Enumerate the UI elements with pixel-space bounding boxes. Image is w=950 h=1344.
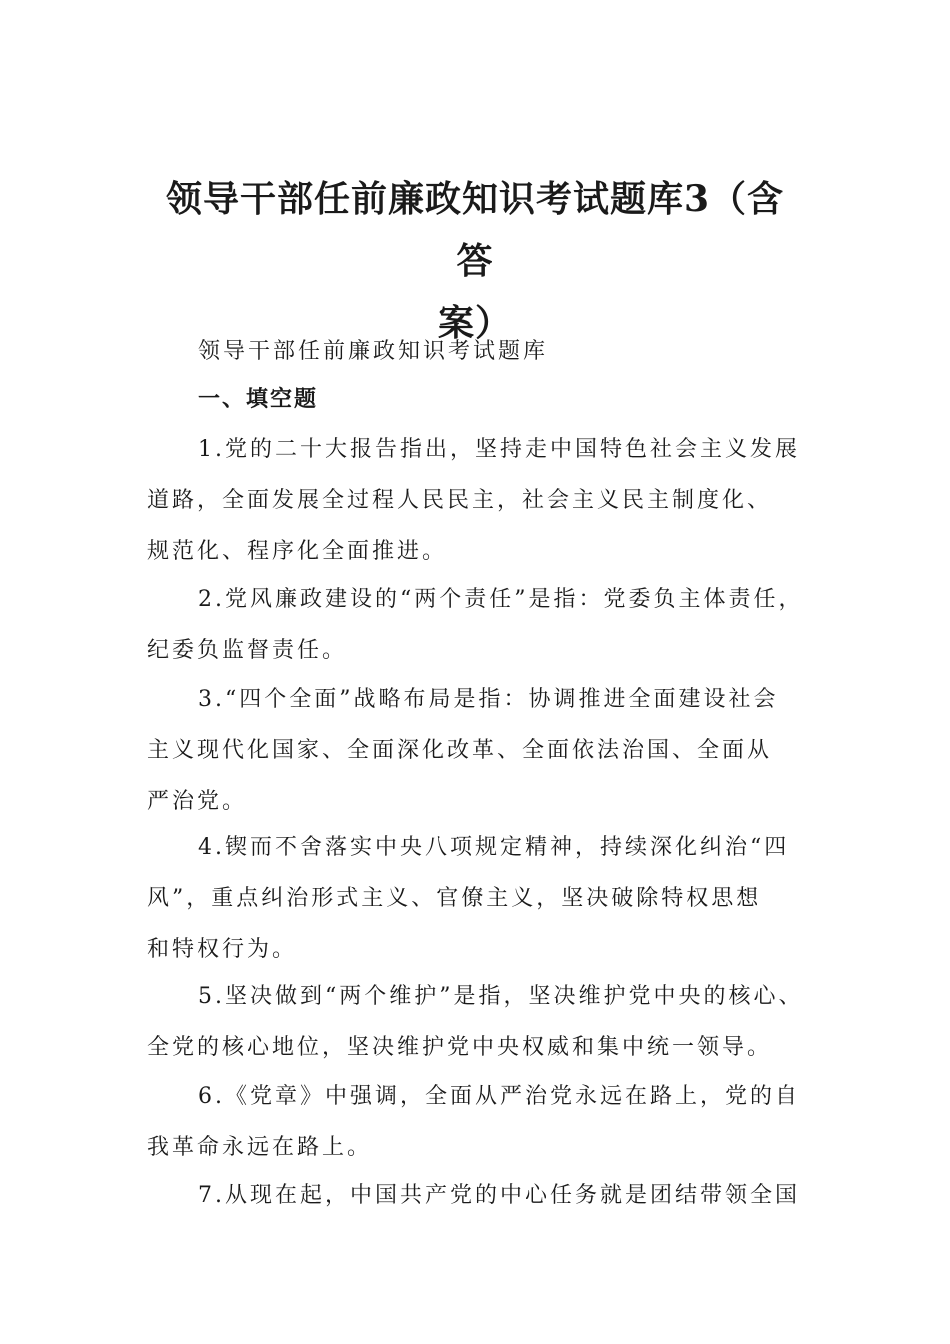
question-3 (147, 674, 807, 827)
document-title (150, 168, 800, 354)
question-line: 全党的核心地位，坚决维护党中央权威和集中统一领导。 (147, 1035, 773, 1060)
question-line: 4.锲而不舍落实中央八项规定精神，持续深化纠治“四 (198, 835, 790, 860)
question-line: 2.党风廉政建设的“两个责任”是指：党委负主体责任， (198, 587, 804, 612)
question-line: 严治党。 (147, 789, 248, 814)
question-line: 纪委负监督责任。 (147, 638, 348, 663)
question-line: 3.“四个全面”战略布局是指：协调推进全面建设社会 (198, 687, 779, 712)
title-line-1: 领导干部任前廉政知识考试题库3（含答 (165, 178, 785, 282)
section-heading: 一、填空题 (198, 386, 319, 412)
question-line: 道路，全面发展全过程人民民主，社会主义民主制度化、 (147, 488, 773, 513)
question-line: 规范化、程序化全面推进。 (147, 539, 448, 564)
question-7 (147, 1170, 807, 1221)
question-line: 7.从现在起，中国共产党的中心任务就是团结带领全国 (198, 1183, 800, 1208)
question-2 (147, 574, 807, 676)
question-line: 主义现代化国家、全面深化改革、全面依法治国、全面从 (147, 738, 773, 763)
title-line-2: 案） (437, 302, 512, 344)
question-line: 5.坚决做到“两个维护”是指，坚决维护党中央的核心、 (198, 984, 804, 1009)
question-4 (147, 822, 807, 975)
question-line: 和特权行为。 (147, 937, 298, 962)
question-line: 6.《党章》中强调，全面从严治党永远在路上，党的自 (198, 1084, 800, 1109)
question-1 (147, 424, 807, 577)
question-6 (147, 1071, 807, 1173)
document-subtitle: 领导干部任前廉政知识考试题库 (198, 339, 549, 364)
question-line: 我革命永远在路上。 (147, 1135, 373, 1160)
question-line: 风”，重点纠治形式主义、官僚主义，坚决破除特权思想 (147, 886, 762, 911)
question-line: 1.党的二十大报告指出，坚持走中国特色社会主义发展 (198, 437, 800, 462)
question-5 (147, 971, 807, 1073)
